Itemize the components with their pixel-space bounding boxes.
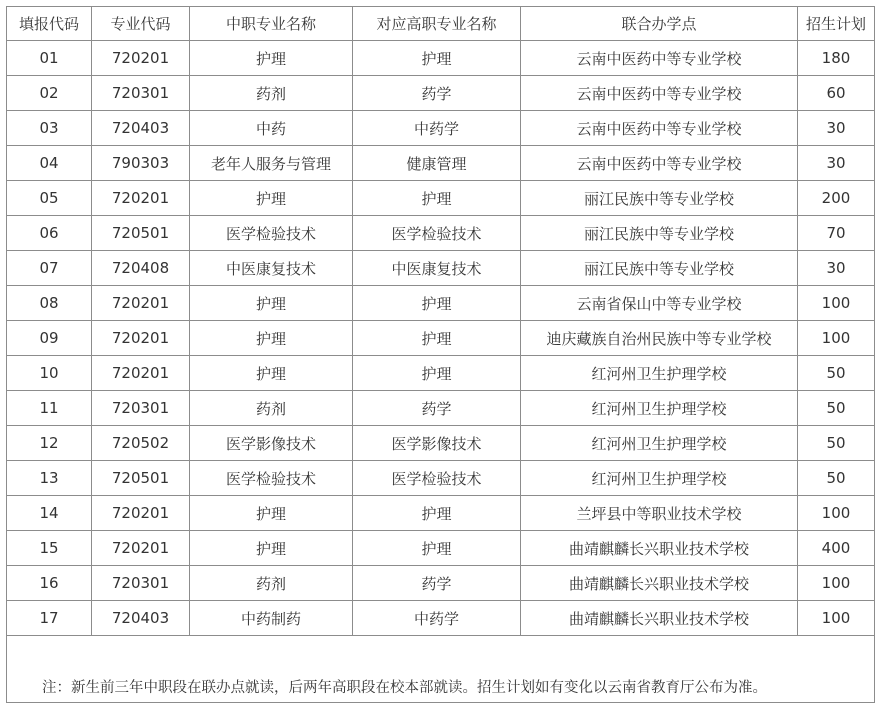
code-cell: 01 <box>7 41 92 76</box>
higher-major-cell: 中医康复技术 <box>353 251 521 286</box>
plan-cell: 60 <box>798 76 875 111</box>
secondary-major-cell: 护理 <box>190 321 353 356</box>
plan-cell: 50 <box>798 391 875 426</box>
table-row <box>7 286 875 321</box>
plan-cell: 100 <box>798 321 875 356</box>
campus-cell: 云南中医药中等专业学校 <box>521 146 798 181</box>
plan-cell: 100 <box>798 566 875 601</box>
secondary-major-cell: 老年人服务与管理 <box>190 146 353 181</box>
major-code-cell: 720201 <box>92 321 190 356</box>
campus-cell: 曲靖麒麟长兴职业技术学校 <box>521 566 798 601</box>
plan-cell: 70 <box>798 216 875 251</box>
higher-major-cell: 护理 <box>353 41 521 76</box>
higher-major-cell: 护理 <box>353 321 521 356</box>
major-code-cell: 720403 <box>92 601 190 636</box>
secondary-major-cell: 护理 <box>190 41 353 76</box>
table-header-row <box>7 7 875 41</box>
plan-cell: 100 <box>798 286 875 321</box>
code-cell: 05 <box>7 181 92 216</box>
higher-major-cell: 护理 <box>353 181 521 216</box>
plan-cell: 30 <box>798 111 875 146</box>
campus-cell: 云南中医药中等专业学校 <box>521 111 798 146</box>
enrollment-table-container <box>6 6 874 703</box>
note-row <box>7 670 875 703</box>
campus-cell: 丽江民族中等专业学校 <box>521 216 798 251</box>
major-code-cell: 720501 <box>92 461 190 496</box>
code-cell: 17 <box>7 601 92 636</box>
campus-cell: 红河州卫生护理学校 <box>521 391 798 426</box>
plan-cell: 30 <box>798 251 875 286</box>
major-code-cell: 720408 <box>92 251 190 286</box>
column-header: 联合办学点 <box>521 7 798 41</box>
column-header: 中职专业名称 <box>190 7 353 41</box>
campus-cell: 曲靖麒麟长兴职业技术学校 <box>521 601 798 636</box>
campus-cell: 丽江民族中等专业学校 <box>521 181 798 216</box>
higher-major-cell: 医学影像技术 <box>353 426 521 461</box>
major-code-cell: 720301 <box>92 76 190 111</box>
major-code-cell: 720201 <box>92 496 190 531</box>
table-row <box>7 356 875 391</box>
table-row <box>7 601 875 636</box>
major-code-cell: 720501 <box>92 216 190 251</box>
code-cell: 02 <box>7 76 92 111</box>
plan-cell: 50 <box>798 461 875 496</box>
table-row <box>7 496 875 531</box>
campus-cell: 丽江民族中等专业学校 <box>521 251 798 286</box>
code-cell: 06 <box>7 216 92 251</box>
higher-major-cell: 健康管理 <box>353 146 521 181</box>
note-spacer <box>7 636 875 671</box>
major-code-cell: 720403 <box>92 111 190 146</box>
higher-major-cell: 中药学 <box>353 601 521 636</box>
plan-cell: 200 <box>798 181 875 216</box>
table-row <box>7 111 875 146</box>
secondary-major-cell: 药剂 <box>190 76 353 111</box>
table-row <box>7 41 875 76</box>
major-code-cell: 720201 <box>92 286 190 321</box>
plan-cell: 30 <box>798 146 875 181</box>
note-spacer-row <box>7 636 875 671</box>
campus-cell: 云南省保山中等专业学校 <box>521 286 798 321</box>
table-row <box>7 216 875 251</box>
higher-major-cell: 医学检验技术 <box>353 216 521 251</box>
column-header: 填报代码 <box>7 7 92 41</box>
secondary-major-cell: 医学检验技术 <box>190 216 353 251</box>
secondary-major-cell: 药剂 <box>190 391 353 426</box>
secondary-major-cell: 中医康复技术 <box>190 251 353 286</box>
campus-cell: 云南中医药中等专业学校 <box>521 41 798 76</box>
table-row <box>7 531 875 566</box>
code-cell: 14 <box>7 496 92 531</box>
secondary-major-cell: 医学检验技术 <box>190 461 353 496</box>
campus-cell: 兰坪县中等职业技术学校 <box>521 496 798 531</box>
campus-cell: 红河州卫生护理学校 <box>521 426 798 461</box>
table-row <box>7 391 875 426</box>
code-cell: 04 <box>7 146 92 181</box>
secondary-major-cell: 中药 <box>190 111 353 146</box>
plan-cell: 100 <box>798 496 875 531</box>
column-header: 招生计划 <box>798 7 875 41</box>
secondary-major-cell: 护理 <box>190 181 353 216</box>
footnote: 注：新生前三年中职段在联办点就读，后两年高职段在校本部就读。招生计划如有变化以云南省教育厅公布为准。 <box>7 670 875 703</box>
code-cell: 10 <box>7 356 92 391</box>
code-cell: 15 <box>7 531 92 566</box>
major-code-cell: 720502 <box>92 426 190 461</box>
secondary-major-cell: 护理 <box>190 531 353 566</box>
higher-major-cell: 护理 <box>353 496 521 531</box>
code-cell: 16 <box>7 566 92 601</box>
plan-cell: 50 <box>798 426 875 461</box>
table-row <box>7 321 875 356</box>
table-body <box>7 41 875 636</box>
table-row <box>7 76 875 111</box>
secondary-major-cell: 护理 <box>190 496 353 531</box>
column-header: 专业代码 <box>92 7 190 41</box>
major-code-cell: 720201 <box>92 41 190 76</box>
plan-cell: 50 <box>798 356 875 391</box>
campus-cell: 云南中医药中等专业学校 <box>521 76 798 111</box>
higher-major-cell: 护理 <box>353 531 521 566</box>
code-cell: 09 <box>7 321 92 356</box>
plan-cell: 180 <box>798 41 875 76</box>
code-cell: 13 <box>7 461 92 496</box>
campus-cell: 迪庆藏族自治州民族中等专业学校 <box>521 321 798 356</box>
major-code-cell: 720301 <box>92 391 190 426</box>
secondary-major-cell: 药剂 <box>190 566 353 601</box>
table-row <box>7 146 875 181</box>
secondary-major-cell: 中药制药 <box>190 601 353 636</box>
enrollment-plan-table <box>6 6 875 703</box>
plan-cell: 100 <box>798 601 875 636</box>
major-code-cell: 720301 <box>92 566 190 601</box>
higher-major-cell: 医学检验技术 <box>353 461 521 496</box>
major-code-cell: 720201 <box>92 181 190 216</box>
code-cell: 08 <box>7 286 92 321</box>
campus-cell: 红河州卫生护理学校 <box>521 461 798 496</box>
code-cell: 12 <box>7 426 92 461</box>
code-cell: 11 <box>7 391 92 426</box>
campus-cell: 曲靖麒麟长兴职业技术学校 <box>521 531 798 566</box>
plan-cell: 400 <box>798 531 875 566</box>
table-row <box>7 461 875 496</box>
higher-major-cell: 药学 <box>353 391 521 426</box>
table-row <box>7 426 875 461</box>
higher-major-cell: 护理 <box>353 286 521 321</box>
code-cell: 03 <box>7 111 92 146</box>
higher-major-cell: 中药学 <box>353 111 521 146</box>
campus-cell: 红河州卫生护理学校 <box>521 356 798 391</box>
secondary-major-cell: 医学影像技术 <box>190 426 353 461</box>
table-row <box>7 566 875 601</box>
major-code-cell: 790303 <box>92 146 190 181</box>
secondary-major-cell: 护理 <box>190 286 353 321</box>
table-row <box>7 251 875 286</box>
major-code-cell: 720201 <box>92 531 190 566</box>
higher-major-cell: 药学 <box>353 76 521 111</box>
code-cell: 07 <box>7 251 92 286</box>
secondary-major-cell: 护理 <box>190 356 353 391</box>
column-header: 对应高职专业名称 <box>353 7 521 41</box>
major-code-cell: 720201 <box>92 356 190 391</box>
higher-major-cell: 药学 <box>353 566 521 601</box>
table-row <box>7 181 875 216</box>
higher-major-cell: 护理 <box>353 356 521 391</box>
